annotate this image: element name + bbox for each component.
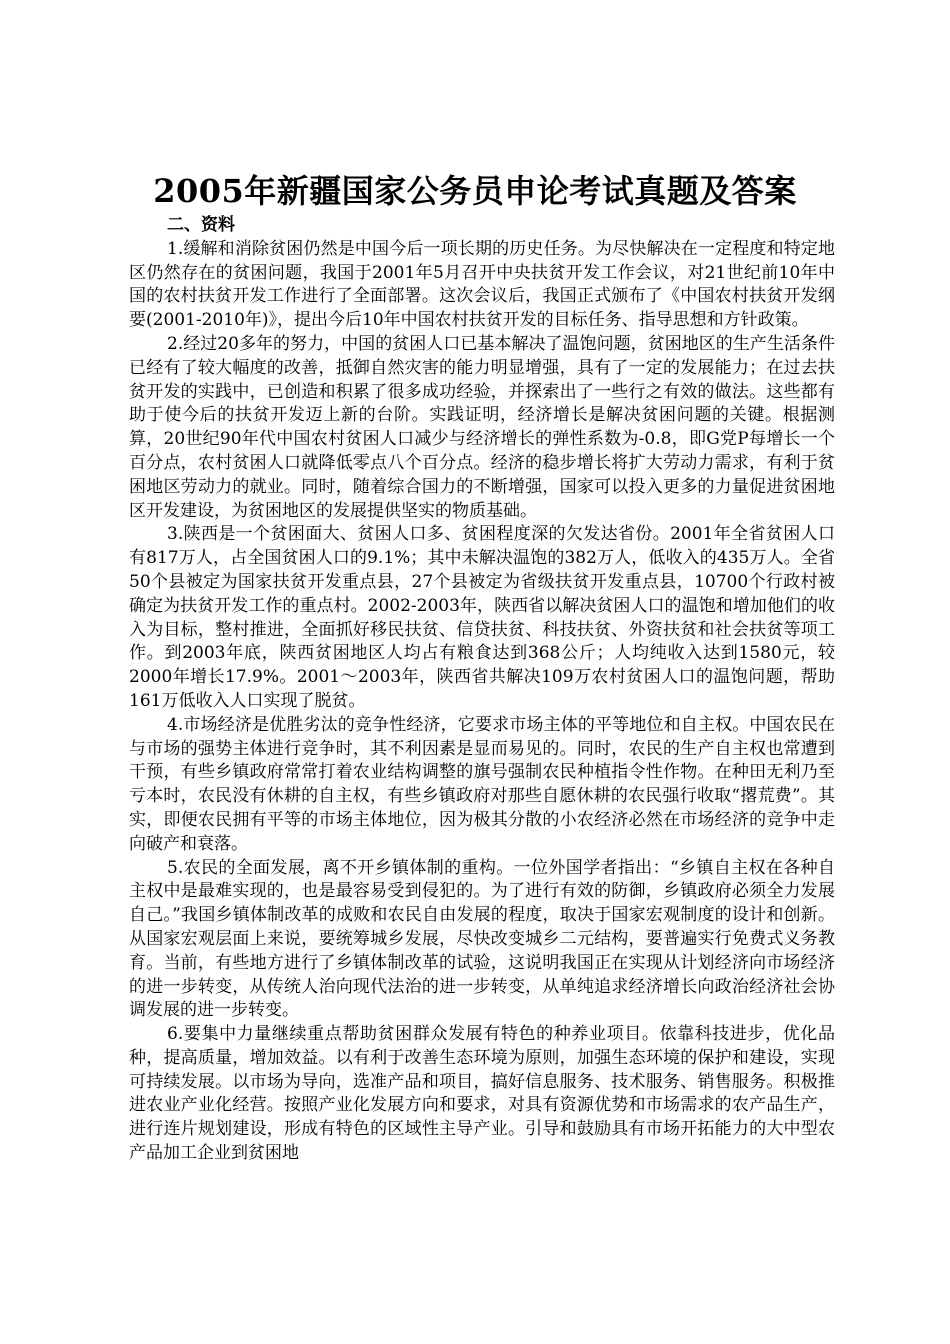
section-heading: 二、资料 [167,215,235,235]
paragraph-1: 1.缓解和消除贫困仍然是中国今后一项长期的历史任务。为尽快解决在一定程度和特定地区仍然存在的贫困问题，我国于2001年5月召开中央扶贫开发工作会议，对21世纪前10年中国的农村扶贫开发工作进行了全面部署。这次会议后，我国正式颁布了《中国农村扶贫开发纲要(2001-2010年)》，提出今后10年中国农村扶贫开发的目标任务、指导思想和方针政策。 [129,238,835,331]
document-title: 2005年新疆国家公务员申论考试真题及答案 [153,172,797,210]
paragraph-2: 2.经过20多年的努力，中国的贫困人口已基本解决了温饱问题，贫困地区的生产生活条件已经有了较大幅度的改善，抵御自然灾害的能力明显增强，具有了一定的发展能力；在过去扶贫开发的实践中，已创造和积累了很多成功经验，并探索出了一些行之有效的做法。这些都有助于使今后的扶贫开发迈上新的台阶。实践证明，经济增长是解决贫困问题的关键。根据测算，20世纪90年代中国农村贫困人口减少与经济增长的弹性系数为-0.8，即G党P每增长一个百分点，农村贫困人口就降低零点八个百分点。经济的稳步增长将扩大劳动力需求，有利于贫困地区劳动力的就业。同时，随着综合国力的不断增强，国家可以投入更多的力量促进贫困地区开发建设，为贫困地区的发展提供坚实的物质基础。 [129,333,835,521]
paragraph-5: 5.农民的全面发展，离不开乡镇体制的重构。一位外国学者指出：“乡镇自主权在各种自主权中是最难实现的，也是最容易受到侵犯的。为了进行有效的防御，乡镇政府必须全力发展自己。”我国乡镇体制改革的成败和农民自由发展的程度，取决于国家宏观制度的设计和创新。从国家宏观层面上来说，要统筹城乡发展，尽快改变城乡二元结构，要普遍实行免费式义务教育。当前，有些地方进行了乡镇体制改革的试验，这说明我国正在实现从计划经济向市场经济的进一步转变，从传统人治向现代法治的进一步转变，从单纯追求经济增长向政治经济社会协调发展的进一步转变。 [129,857,835,1021]
paragraph-3: 3.陕西是一个贫困面大、贫困人口多、贫困程度深的欠发达省份。2001年全省贫困人口有817万人，占全国贫困人口的9.1%；其中未解决温饱的382万人，低收入的435万人。全省50个县被定为国家扶贫开发重点县，27个县被定为省级扶贫开发重点县，10700个行政村被确定为扶贫开发工作的重点村。2002-2003年，陕西省以解决贫困人口的温饱和增加他们的收入为目标，整村推进，全面抓好移民扶贫、信贷扶贫、科技扶贫、外资扶贫和社会扶贫等项工作。到2003年底，陕西贫困地区人均占有粮食达到368公斤；人均纯收入达到1580元，较2000年增长17.9%。2001～2003年，陕西省共解决109万农村贫困人口的温饱问题，帮助161万低收入人口实现了脱贫。 [129,524,835,711]
document-body [129,214,835,1166]
paragraph-4: 4.市场经济是优胜劣汰的竞争性经济，它要求市场主体的平等地位和自主权。中国农民在与市场的强势主体进行竞争时，其不利因素是显而易见的。同时，农民的生产自主权也常遭到干预，有些乡镇政府常常打着农业结构调整的旗号强制农民种植指令性作物。在种田无利乃至亏本时，农民没有休耕的自主权，有些乡镇政府对那些自愿休耕的农民强行收取“撂荒费”。其实，即便农民拥有平等的市场主体地位，因为极其分散的小农经济必然在市场经济的竞争中走向破产和衰落。 [129,714,835,854]
paragraph-6: 6.要集中力量继续重点帮助贫困群众发展有特色的种养业项目。依靠科技进步，优化品种，提高质量，增加效益。以有利于改善生态环境为原则，加强生态环境的保护和建设，实现可持续发展。以市场为导向，选准产品和项目，搞好信息服务、技术服务、销售服务。积极推进农业产业化经营。按照产业化发展方向和要求，对具有资源优势和市场需求的农产品生产，进行连片规划建设，形成有特色的区域性主导产业。引导和鼓励具有市场开拓能力的大中型农产品加工企业到贫困地 [129,1024,835,1164]
